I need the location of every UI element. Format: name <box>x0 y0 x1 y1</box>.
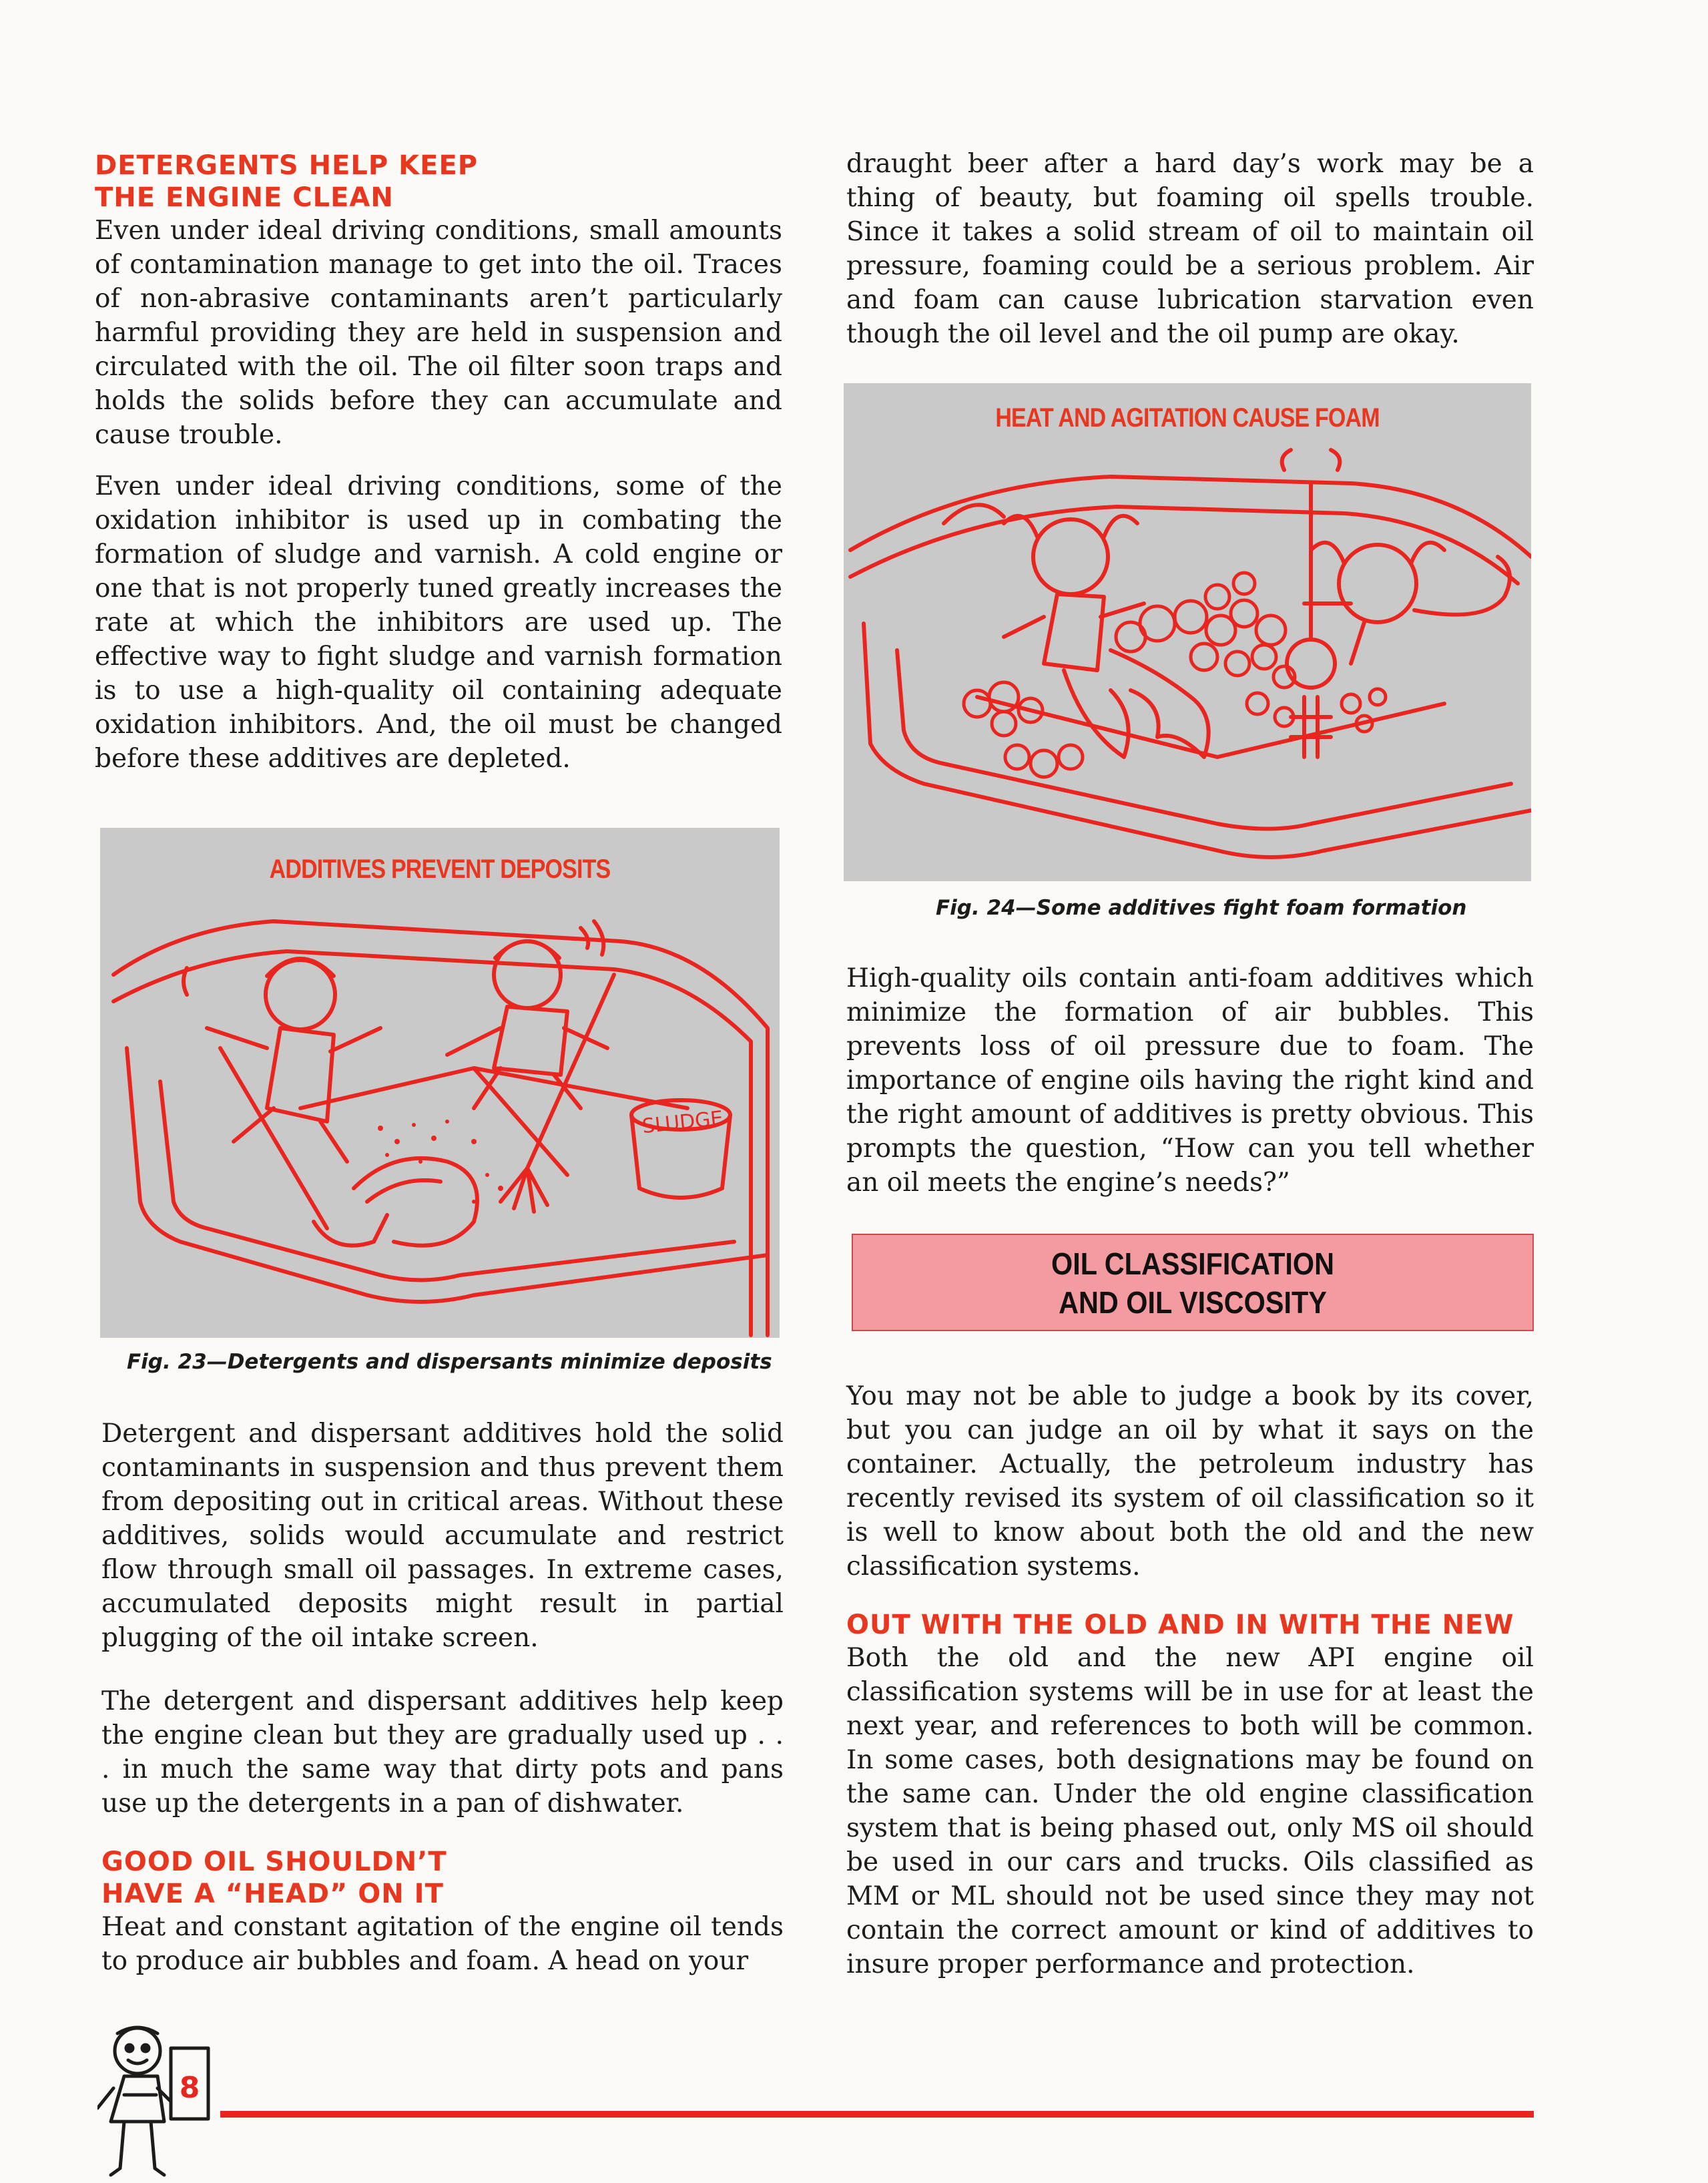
dishwater-paragraph: The detergent and dispersant additives help keep the engine clean but they are gradually used up . . . in much the same way that dirty pots and pans use up the detergents in a pan of dishwater. <box>101 1686 784 1818</box>
figure-23-illustration <box>100 828 780 1338</box>
figure-24-title: HEAT AND AGITATION CAUSE FOAM <box>995 403 1380 433</box>
dispersant-paragraph: Detergent and dispersant additives hold the solid contaminants in suspension and thus prevent them from depositing out in critical areas. Without these additives, solids would accumulate and restrict flow through small oil passages. In extreme cases, accumulated deposits might result in partial plugging of the oil intake screen. <box>101 1419 784 1653</box>
figure-24-caption: Fig. 24—Some additives fight foam formation <box>936 896 1467 920</box>
old-new-heading: OUT WITH THE OLD AND IN WITH THE NEW <box>846 1610 1514 1640</box>
right-column-middle <box>846 961 1534 1200</box>
good-oil-heading <box>101 1846 784 1910</box>
banner-line1: OIL CLASSIFICATION <box>1051 1246 1334 1281</box>
figure-23-caption: Fig. 23—Detergents and dispersants minimize deposits <box>127 1350 772 1374</box>
good-oil-heading-line1: GOOD OIL SHOULDN’T <box>101 1847 447 1877</box>
oil-classification-banner <box>852 1234 1534 1331</box>
oil-pan-cleaning-drawing <box>100 828 780 1338</box>
left-column <box>95 150 782 776</box>
detergents-paragraph-2: Even under ideal driving conditions, some of the oxidation inhibitor is used up in combating the formation of sludge and varnish. A cold engine or one that is not properly tuned greatly increases the rate at which the inhibitors are used up. The effective way to fight sludge and varnish formation is to use a high-quality oil containing adequate oxidation inhibitors. And, the oil must be changed before these additives are depleted. <box>95 471 782 774</box>
beer-paragraph: draught beer after a hard day’s work may be a thing of beauty, but foaming oil spells trouble. Since it takes a solid stream of oil to maintain oil pressure, foaming could be a serious problem. Air and foam can cause lubrication starvation even though the oil level and the oil pump are okay. <box>846 149 1534 349</box>
foaming-oil-pan-drawing <box>844 383 1531 881</box>
left-column-lower <box>101 1417 784 1978</box>
detergents-heading <box>95 150 782 214</box>
good-oil-heading-line2: HAVE A “HEAD” ON IT <box>101 1879 444 1909</box>
right-column-lower <box>846 1379 1534 1981</box>
figure-24-illustration <box>844 383 1531 881</box>
footer-rule <box>220 2111 1534 2118</box>
good-oil-paragraph: Heat and constant agitation of the engine oil tends to produce air bubbles and foam. A head on your <box>101 1912 784 1976</box>
detergents-heading-line1: DETERGENTS HELP KEEP <box>95 150 479 181</box>
figure-23-title: ADDITIVES PREVENT DEPOSITS <box>269 855 611 884</box>
sludge-bucket-label: SLUDGE <box>641 1106 725 1139</box>
antifoam-paragraph: High-quality oils contain anti-foam additives which minimize the formation of air bubbles. This prevents loss of oil pressure due to foam. The importance of engine oils having the right kind and the right amount of additives is pretty obvious. This prompts the question, “How can you tell whether an oil meets the engine’s needs?” <box>846 963 1534 1198</box>
right-column <box>846 147 1534 351</box>
old-new-paragraph: Both the old and the new API engine oil classification systems will be in use for at least the next year, and references to both will be common. In some cases, both designations may be found on the same can. Under the old engine classification system that is being phased out, only MS oil should be used in our cars and trucks. Oils classified as MM or ML should not be used since they may not contain the correct amount or kind of additives to insure proper performance and protection. <box>846 1643 1534 1979</box>
detergents-paragraph-1: Even under ideal driving conditions, small amounts of contamination manage to get into the oil. Traces of non-abrasive contaminants aren’t particularly harmful providing they are held in suspension and circulated with the oil. The oil filter soon traps and holds the solids before they can accumulate and cause trouble. <box>95 216 782 450</box>
page-number: 8 <box>179 2071 200 2105</box>
book-cover-paragraph: You may not be able to judge a book by its cover, but you can judge an oil by what it says on the container. Actually, the petroleum industry has recently revised its system of oil classification so it is well to know about both the old and the new classification systems. <box>846 1381 1534 1582</box>
banner-line2: AND OIL VISCOSITY <box>1059 1285 1327 1320</box>
detergents-heading-line2: THE ENGINE CLEAN <box>95 182 394 213</box>
